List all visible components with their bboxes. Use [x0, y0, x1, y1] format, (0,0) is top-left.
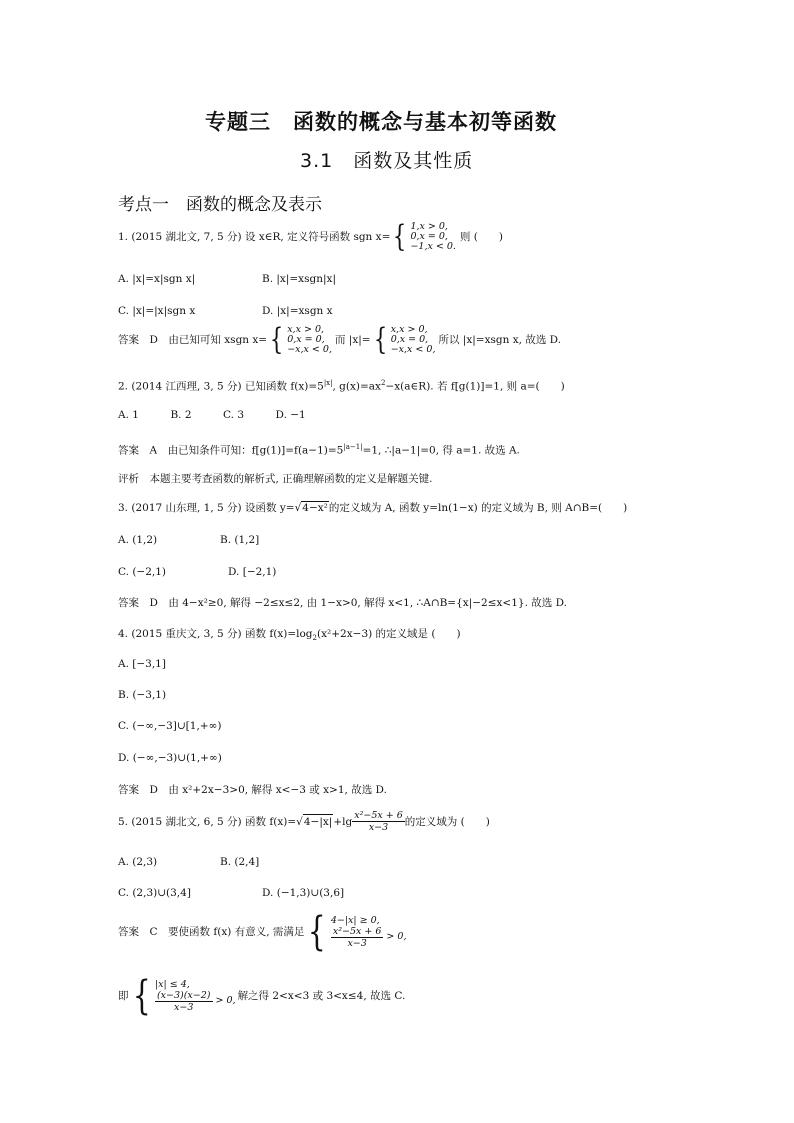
- option-c: C. (−2,1): [118, 566, 167, 578]
- question-3-answer: 答案 D 由 4−x²≥0, 解得 −2≤x≤2, 由 1−x>0, 解得 x<1, ∴A∩B={x|−2≤x<1}. 故选 D.: [118, 597, 567, 609]
- exponent: |x|: [323, 379, 333, 387]
- fraction: [331, 926, 384, 949]
- denominator: x−3: [368, 822, 389, 833]
- exponent: 2: [380, 379, 386, 387]
- case-line: −1,x < 0.: [410, 241, 456, 252]
- answer-text: 答案 A 由已知条件可知：f[g(1)]=f(a−1)=5: [118, 444, 344, 457]
- option-b: B. (−3,1): [118, 689, 167, 701]
- option-b: B. (2,4]: [220, 856, 260, 868]
- case-line: x,x > 0,: [390, 324, 428, 335]
- question-5-text: 5. (2015 湖北文, 6, 5 分) 函数 f(x)=: [118, 815, 297, 828]
- question-2-text: 2. (2014 江西理, 3, 5 分) 已知函数 f(x)=5: [118, 380, 324, 393]
- case-line: −x,x < 0,: [390, 344, 436, 355]
- answer-text: 所以 |x|=xsgn x, 故选 D.: [438, 334, 562, 346]
- section-subtitle: 3.1 函数及其性质: [300, 150, 474, 172]
- case-line: 0,x = 0,: [410, 231, 448, 242]
- page-title: 专题三 函数的概念与基本初等函数: [205, 110, 557, 134]
- question-3-text: 3. (2017 山东理, 1, 5 分) 设函数 y=: [118, 502, 295, 514]
- case-line: 1,x > 0,: [410, 221, 448, 232]
- fraction: [352, 810, 405, 833]
- case-line: −x,x < 0,: [287, 344, 332, 355]
- numerator: x²−5x + 6: [332, 925, 382, 937]
- question-1-tail: 则 ( ): [459, 231, 503, 243]
- exponent: |a−1|: [343, 443, 363, 451]
- question-2-text: , g(x)=ax: [332, 380, 381, 393]
- sqrt-radicand: 4−|x|: [303, 816, 333, 828]
- sgn-piecewise: { 1,x > 0, 0,x = 0, −1,x < 0.: [393, 219, 456, 254]
- question-3-stem: 3. (2017 山东理, 1, 5 分) 设函数 y=√4−x²的定义域为 A, 函数 y=ln(1−x) 的定义域为 B, 则 A∩B=( ): [118, 502, 628, 514]
- question-2-options: A. 1 B. 2 C. 3 D. −1: [118, 409, 306, 421]
- option-d: D. [−2,1): [228, 566, 277, 578]
- denominator: x−3: [347, 937, 367, 949]
- question-2-answer: [118, 440, 520, 458]
- question-2-stem: [118, 376, 565, 394]
- question-2-text: −x(a∈R). 若 f[g(1)]=1, 则 a=( ): [385, 380, 565, 393]
- option-b: B. |x|=xsgn|x|: [262, 273, 336, 285]
- answer-text: 即: [118, 990, 129, 1002]
- case-line: [331, 926, 407, 949]
- answer-text: 解之得 2<x<3 或 3<x≤4, 故选 C.: [237, 990, 406, 1002]
- option-a: A. [−3,1]: [118, 658, 166, 670]
- denominator: x−3: [174, 1001, 194, 1013]
- case-line: [155, 990, 236, 1013]
- log-base: 2: [312, 634, 318, 643]
- option-d: D. (−1,3)∪(3,6]: [262, 887, 345, 899]
- numerator: x²−5x + 6: [354, 810, 403, 821]
- numerator: (x−3)(x−2): [156, 989, 211, 1001]
- option-c: C. (2,3)∪(3,4]: [118, 887, 191, 899]
- question-5-simplified: [118, 973, 406, 1019]
- xsgn-piecewise: { x,x > 0, 0,x = 0, −x,x < 0,: [269, 322, 332, 357]
- question-5-answer: [118, 909, 407, 955]
- question-4-stem: [118, 627, 461, 645]
- answer-text: 答案 C 要使函数 f(x) 有意义, 需满足: [118, 926, 305, 938]
- question-5-text: 的定义域为 ( ): [404, 815, 490, 828]
- option-a: A. (1,2): [118, 534, 158, 546]
- option-d: D. (−∞,−3)∪(1,+∞): [118, 752, 222, 764]
- question-3-text: 的定义域为 A, 函数 y=ln(1−x) 的定义域为 B, 则 A∩B=( ): [328, 502, 628, 514]
- case-line: x,x > 0,: [287, 324, 325, 335]
- case-line: 0,x = 0,: [287, 334, 325, 345]
- question-5-stem: 5. (2015 湖北文, 6, 5 分) 函数 f(x)= √ 4−|x| +lg $\frac{\text{x²−5x + 6}}{x-3}$ 的定义域为 ( ): [118, 810, 490, 833]
- option-a: A. (2,3): [118, 856, 158, 868]
- sqrt-radicand: 4−x²: [302, 502, 328, 514]
- inequality: > 0,: [215, 995, 236, 1006]
- question-4-answer: 答案 D 由 x²+2x−3>0, 解得 x<−3 或 x>1, 故选 D.: [118, 784, 387, 796]
- option-d: D. |x|=xsgn x: [262, 305, 333, 317]
- option-c: C. |x|=|x|sgn x: [118, 305, 196, 317]
- question-4-text: 4. (2015 重庆文, 3, 5 分) 函数 f(x)=log: [118, 628, 313, 640]
- simplified-system: { |x| ≤ 4, $\frac{(x-3)(x-2)}{x-3}$ > 0,: [132, 973, 236, 1019]
- case-line: 4−|x| ≥ 0,: [330, 914, 380, 926]
- option-a: A. |x|=x|sgn x|: [118, 273, 196, 285]
- question-5-text: +lg: [333, 815, 353, 828]
- answer-text: 答案 D 由已知可知 xsgn x=: [118, 334, 268, 346]
- case-line: |x| ≤ 4,: [154, 978, 190, 990]
- case-line: 0,x = 0,: [390, 334, 429, 345]
- question-1-text: 1. (2015 湖北文, 7, 5 分) 设 x∈R, 定义符号函数 sgn x=: [118, 231, 391, 243]
- question-1-stem: [118, 219, 503, 254]
- condition-system: { 4−|x| ≥ 0, $\frac{\text{x²−5x + 6}}{x-3}$ > 0,: [308, 909, 407, 955]
- topic-heading: 考点一 函数的概念及表示: [118, 195, 322, 215]
- abs-piecewise: { x,x > 0, 0,x = 0, −x,x < 0,: [373, 322, 436, 357]
- inequality: > 0,: [386, 931, 407, 942]
- answer-text: =1, ∴|a−1|=0, 得 a=1. 故选 A.: [362, 444, 520, 457]
- fraction: [155, 990, 213, 1013]
- option-b: B. (1,2]: [220, 534, 260, 546]
- question-2-comment: 评析 本题主要考查函数的解析式, 正确理解函数的定义是解题关键.: [118, 473, 433, 485]
- answer-text: 而 |x|=: [334, 334, 371, 346]
- question-1-answer: [118, 322, 562, 357]
- question-4-text: (x²+2x−3) 的定义域是 ( ): [317, 628, 461, 640]
- option-c: C. (−∞,−3]∪[1,+∞): [118, 720, 222, 732]
